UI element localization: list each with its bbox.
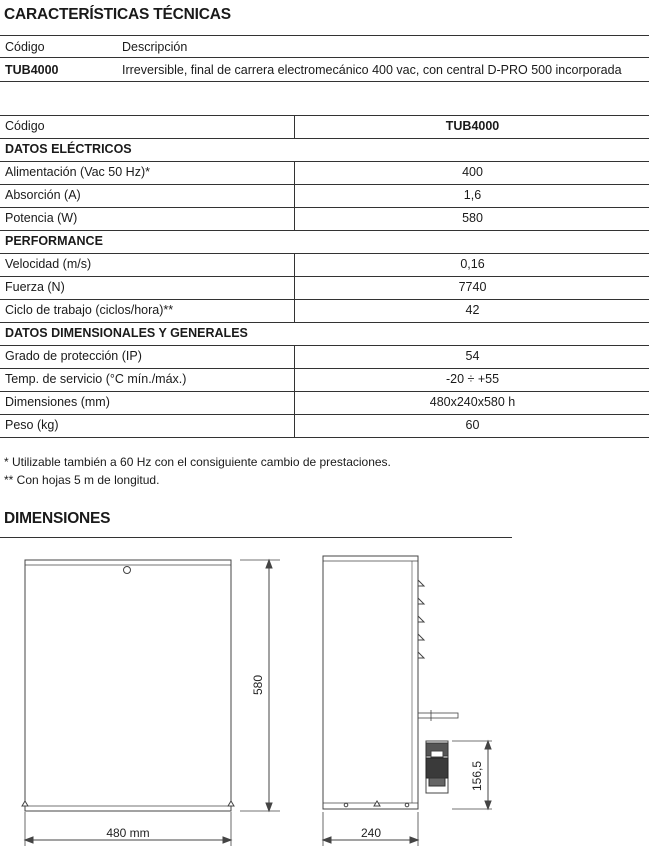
front-housing xyxy=(25,560,231,811)
spec-row xyxy=(0,391,649,414)
spec-row xyxy=(0,184,649,207)
technical-drawing xyxy=(0,531,649,851)
front-view xyxy=(22,560,280,846)
front-width-label: 480 mm xyxy=(106,826,150,840)
side-lever xyxy=(418,713,458,718)
row-label: Alimentación (Vac 50 Hz)* xyxy=(5,165,150,179)
column-divider xyxy=(294,414,295,437)
front-height-label: 580 xyxy=(251,674,265,696)
spec-row xyxy=(0,207,649,230)
row-label: Código xyxy=(5,119,45,133)
row-label: Dimensiones (mm) xyxy=(5,395,110,409)
row-value: 54 xyxy=(465,349,480,363)
spec-row xyxy=(0,161,649,184)
section-title: PERFORMANCE xyxy=(5,234,103,248)
row-label: Grado de protección (IP) xyxy=(5,349,142,363)
column-divider xyxy=(294,299,295,322)
summary-code: TUB4000 xyxy=(5,63,59,77)
column-divider xyxy=(294,345,295,368)
section-title: DATOS ELÉCTRICOS xyxy=(5,142,132,156)
footnote-2: ** Con hojas 5 m de longitud. xyxy=(4,473,160,487)
row-label: Ciclo de trabajo (ciclos/hora)** xyxy=(5,303,174,317)
row-value: 7740 xyxy=(458,280,487,294)
column-divider xyxy=(294,391,295,414)
row-label: Temp. de servicio (°C mín./máx.) xyxy=(5,372,187,386)
row-value: 480x240x580 h xyxy=(429,395,516,409)
column-divider xyxy=(294,115,295,138)
row-value: 400 xyxy=(462,165,483,179)
row-value: 60 xyxy=(465,418,480,432)
front-lock-hole xyxy=(124,567,131,574)
spec-row xyxy=(0,368,649,391)
spec-row xyxy=(0,414,649,437)
spec-section-1 xyxy=(0,230,649,253)
row-value: TUB4000 xyxy=(445,119,500,133)
summary-col-code: Código xyxy=(5,40,45,54)
summary-col-description: Descripción xyxy=(122,40,188,54)
column-divider xyxy=(294,161,295,184)
side-housing xyxy=(323,556,418,809)
section-title: DATOS DIMENSIONALES Y GENERALES xyxy=(5,326,248,340)
row-rule xyxy=(0,437,649,438)
column-divider xyxy=(294,253,295,276)
spec-table xyxy=(0,115,649,439)
page-title: CARACTERÍSTICAS TÉCNICAS xyxy=(4,6,231,23)
row-label: Potencia (W) xyxy=(5,211,78,225)
dimensions-title: DIMENSIONES xyxy=(4,510,111,527)
row-label: Velocidad (m/s) xyxy=(5,257,92,271)
spec-row xyxy=(0,253,649,276)
row-value: -20 ÷ +55 xyxy=(445,372,500,386)
column-divider xyxy=(294,276,295,299)
side-view xyxy=(323,556,492,846)
spec-row-code xyxy=(0,115,649,138)
summary-description: Irreversible, final de carrera electromecánico 400 vac, con central D-PRO 500 incorporada xyxy=(122,63,622,77)
spec-section-2 xyxy=(0,322,649,345)
footnote-1: * Utilizable también a 60 Hz con el consiguiente cambio de prestaciones. xyxy=(4,455,391,469)
row-value: 580 xyxy=(462,211,483,225)
side-height-label: 156,5 xyxy=(470,760,484,792)
side-width-label: 240 xyxy=(360,826,382,840)
spec-row xyxy=(0,276,649,299)
column-divider xyxy=(294,184,295,207)
summary-top-rule xyxy=(0,35,649,36)
summary-mid-rule xyxy=(0,57,649,58)
row-label: Peso (kg) xyxy=(5,418,59,432)
spec-row xyxy=(0,299,649,322)
column-divider xyxy=(294,368,295,391)
row-label: Fuerza (N) xyxy=(5,280,65,294)
spec-row xyxy=(0,345,649,368)
summary-bottom-rule xyxy=(0,81,649,82)
row-value: 1,6 xyxy=(463,188,482,202)
row-value: 0,16 xyxy=(460,257,485,271)
spec-section-0 xyxy=(0,138,649,161)
row-label: Absorción (A) xyxy=(5,188,81,202)
row-value: 42 xyxy=(465,303,480,317)
column-divider xyxy=(294,207,295,230)
